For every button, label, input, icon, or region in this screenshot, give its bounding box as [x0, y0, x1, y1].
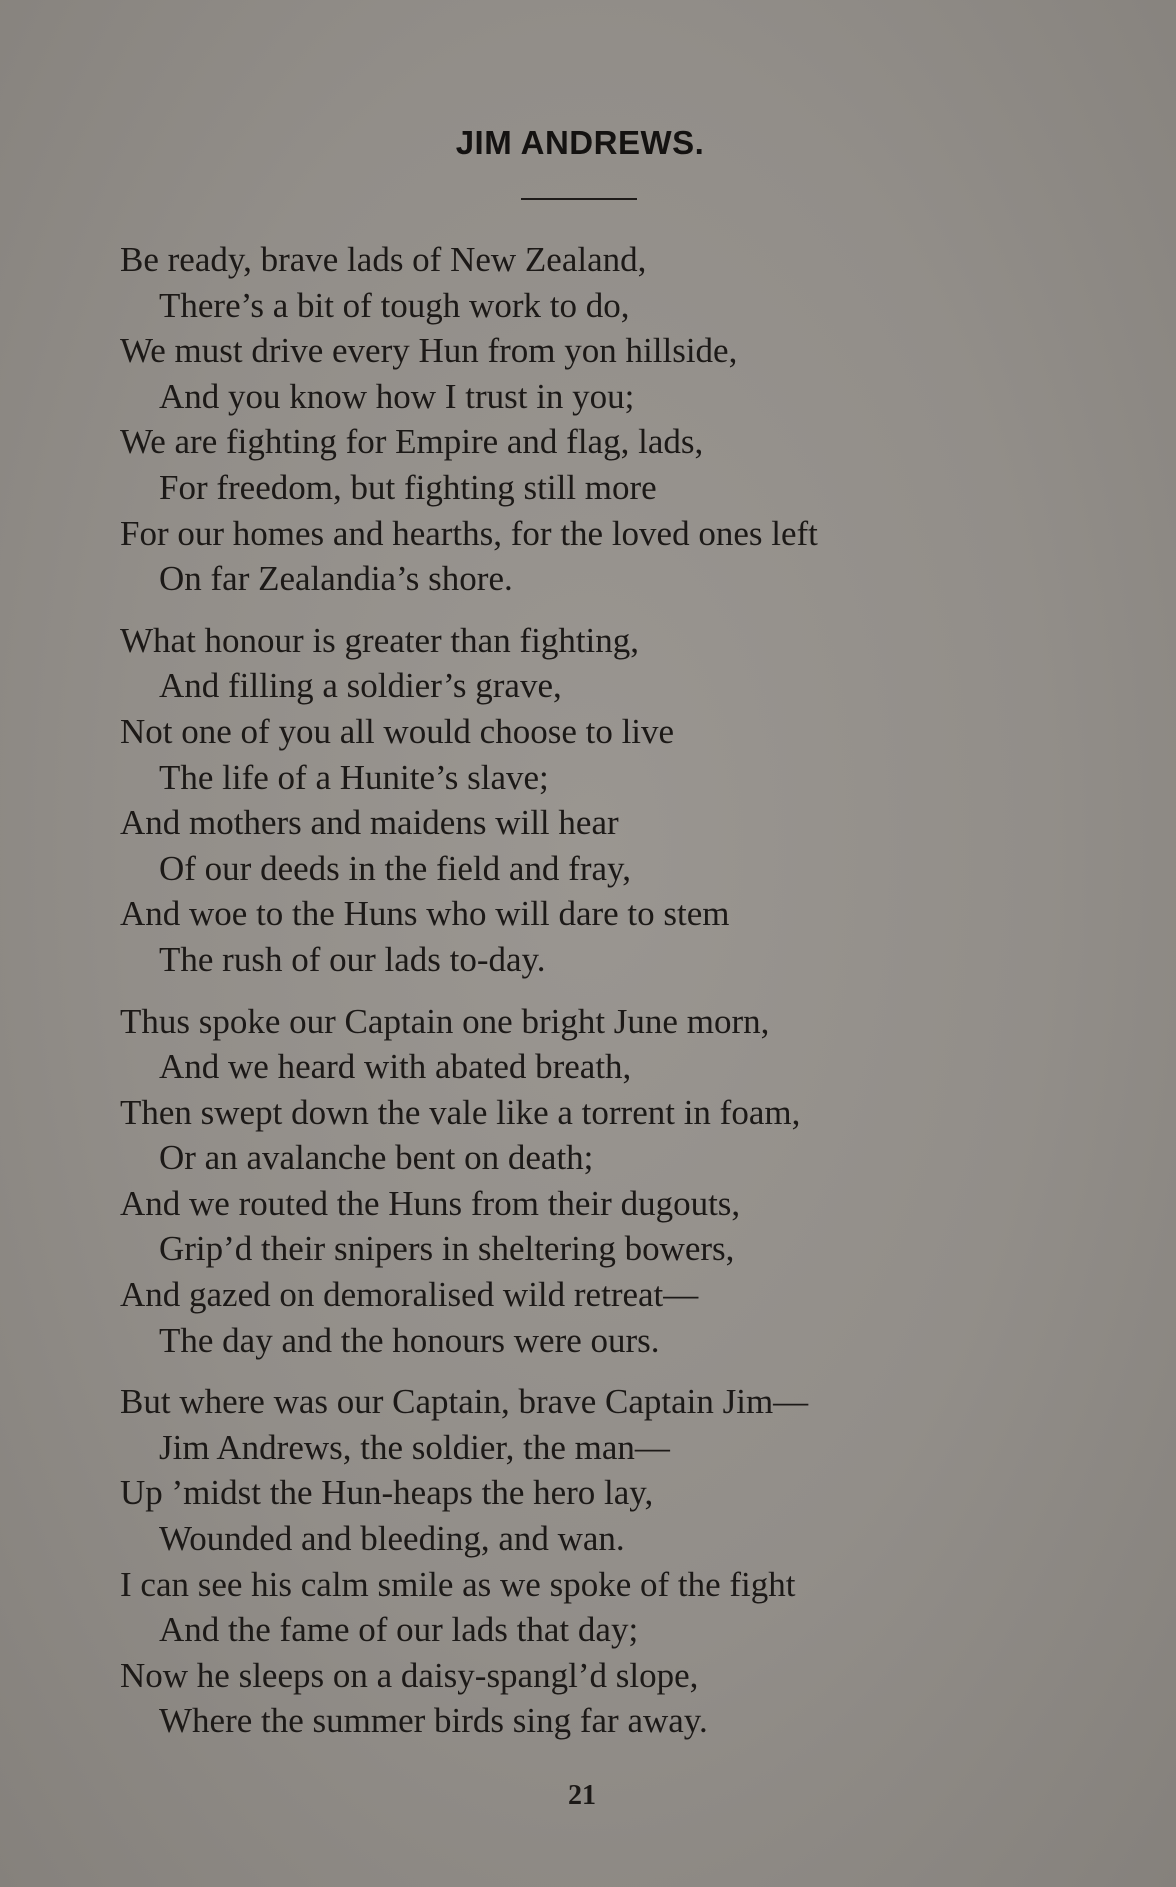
- poem-line: The life of a Hunite’s slave;: [159, 757, 549, 797]
- poem-line: For our homes and hearths, for the loved ones left: [120, 513, 818, 553]
- poem-line: We are fighting for Empire and flag, lads,: [120, 422, 704, 462]
- poem-line: And the fame of our lads that day;: [159, 1610, 639, 1650]
- poem-line: For freedom, but fighting still more: [159, 467, 657, 507]
- poem-line: Up ’midst the Hun-heaps the hero lay,: [120, 1473, 654, 1513]
- poem-line: But where was our Captain, brave Captain Jim—: [120, 1382, 809, 1422]
- stanza-1: [120, 237, 1070, 602]
- poem-line: And woe to the Huns who will dare to stem: [120, 894, 730, 934]
- poem-line: The rush of our lads to-day.: [159, 939, 546, 979]
- poem-line: I can see his calm smile as we spoke of the fight: [120, 1564, 796, 1604]
- poem-line: Not one of you all would choose to live: [120, 711, 675, 751]
- stanza-3: [120, 999, 1070, 1364]
- poem-line: Then swept down the vale like a torrent in foam,: [120, 1092, 801, 1132]
- poem-title: JIM ANDREWS.: [455, 124, 705, 161]
- poem-line: And you know how I trust in you;: [159, 376, 635, 416]
- poem-line: And we heard with abated breath,: [159, 1047, 632, 1087]
- poem-line: What honour is greater than fighting,: [120, 620, 640, 660]
- title-divider: [521, 198, 637, 200]
- poem-line: Be ready, brave lads of New Zealand,: [120, 240, 647, 279]
- poem-line: We must drive every Hun from yon hillside,: [120, 331, 738, 371]
- stanza-4: [120, 1379, 1070, 1744]
- poem-line: Thus spoke our Captain one bright June morn,: [120, 1001, 770, 1041]
- poem-line: Of our deeds in the field and fray,: [159, 848, 632, 888]
- poem-line: On far Zealandia’s shore.: [159, 559, 513, 599]
- stanza-2: [120, 618, 1070, 983]
- poem-line: Wounded and bleeding, and wan.: [159, 1519, 625, 1559]
- poem-line: Jim Andrews, the soldier, the man—: [159, 1427, 670, 1467]
- poem-line: Or an avalanche bent on death;: [159, 1138, 594, 1178]
- poem-line: And mothers and maidens will hear: [120, 803, 619, 843]
- page-number: 21: [568, 1780, 596, 1811]
- poem-line: And filling a soldier’s grave,: [159, 666, 562, 706]
- poem-line: Where the summer birds sing far away.: [159, 1701, 708, 1741]
- poem-body: [120, 237, 1070, 1760]
- poem-line: And gazed on demoralised wild retreat—: [120, 1275, 699, 1315]
- poem-line: The day and the honours were ours.: [159, 1320, 660, 1360]
- poem-line: Grip’d their snipers in sheltering bowers,: [159, 1229, 735, 1269]
- poem-line: And we routed the Huns from their dugouts,: [120, 1183, 741, 1223]
- poem-line: Now he sleeps on a daisy-spangl’d slope,: [120, 1655, 699, 1695]
- poem-line: There’s a bit of tough work to do,: [159, 285, 630, 325]
